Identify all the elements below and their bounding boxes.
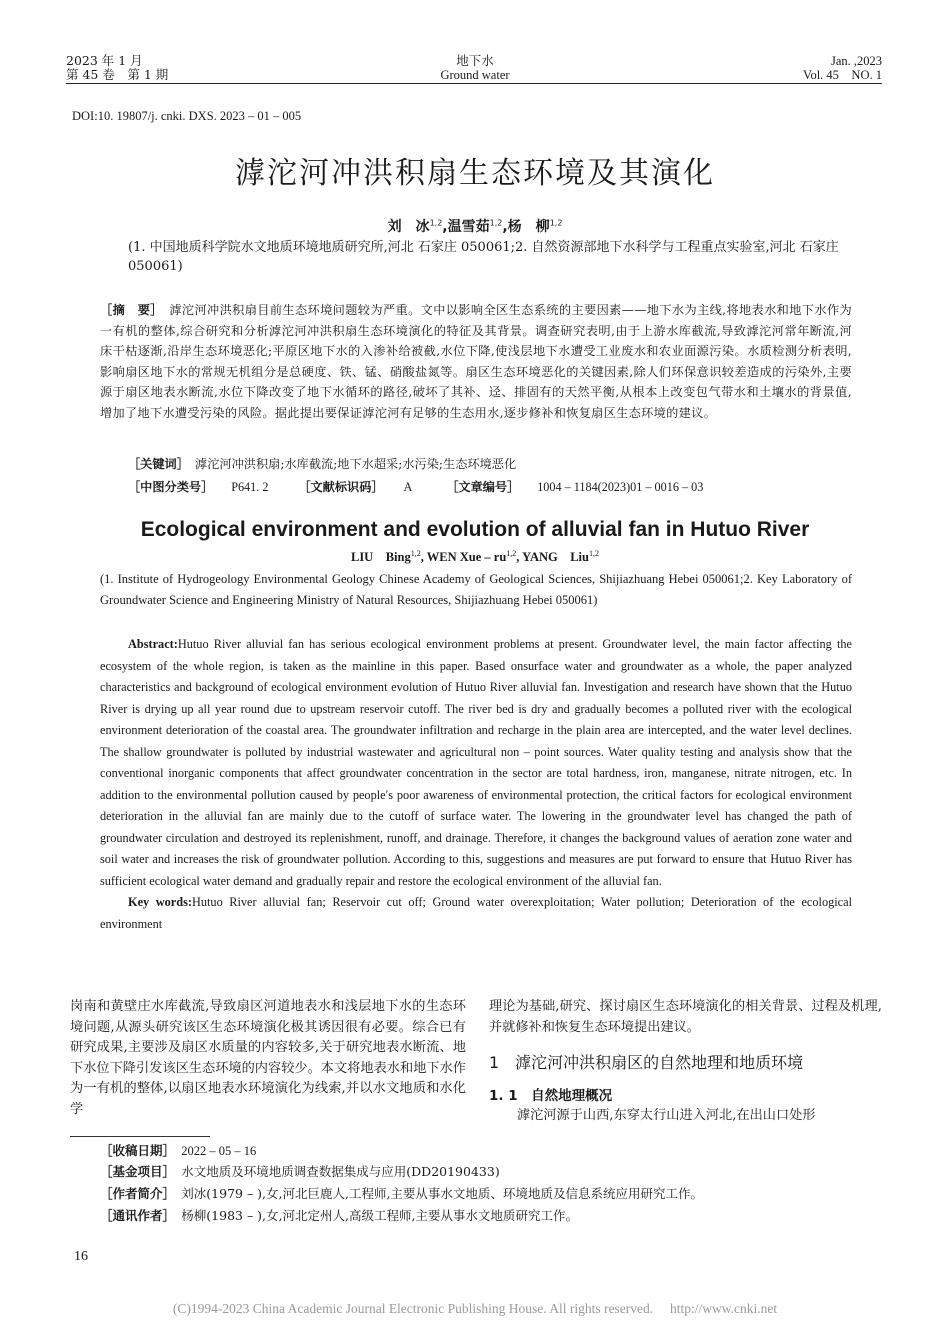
author-name: 刘 冰 [387,219,430,235]
paper-title-cn: 滹沱河冲洪积扇生态环境及其演化 [235,156,715,191]
keywords-label-cn: ［关键词］ [128,457,183,471]
article-no-label: ［文章编号］ [446,480,520,494]
classification-line [128,478,852,495]
abstract-cn [100,300,852,423]
authors-en [0,547,950,565]
journal-name-en: Ground water [440,68,510,82]
section-heading-1: 1 滹沱河冲洪积扇区的自然地理和地质环境 [489,1053,804,1072]
abstract-en [100,634,852,935]
abstract-label-cn: ［摘 要］ [100,303,157,317]
author-affil-mark: 1,2 [489,218,503,228]
author-affil-mark: 1,2 [549,218,563,228]
footnote-text: 杨柳(1983 – ),女,河北定州人,高级工程师,主要从事水文地质研究工作。 [181,1208,578,1223]
footnote-label: ［基金项目］ [100,1164,169,1179]
journal-name-cn: 地下水 [456,53,494,68]
footnote-author [100,1184,860,1204]
abstract-label-en: Abstract: [128,637,178,651]
author-affil-mark: 1,2 [410,548,421,558]
abstract-text-cn: 滹沱河冲洪积扇目前生态环境问题较为严重。文中以影响全区生态系统的主要因素——地下水为主线,将地表水和地下水作为一有机的整体,综合研究和分析滹沱河冲洪积扇生态环境演化的特征及其背景。调查研究表明,由于上游水库截流,导致滹沱河常年断流,河床干枯逐渐,沿岸生态环境恶化;平原区地下水的入渗补给被截,水位下降,使浅层地下水遭受工业废水和农业面源污染。水质检测分析表明,影响扇区地下水的常规无机组分是总硬度、铁、锰、硝酸盐氮等。扇区生态环境恶化的关键因素,除人们环保意识较差造成的污染外,主要源于扇区地表水断流,水位下降改变了地下水循环的路径,破坏了其补、迳、排固有的天然平衡,从根本上改变包气带水和土壤水的背景值,增加了地下水遭受污染的风险。据此提出要保证滹沱河有足够的生态用水,逐步修补和恢复扇区生态环境的建议。 [100,303,852,420]
footnote-corresponding [100,1206,860,1226]
authors-cn [0,216,950,236]
footnote-received [100,1141,860,1161]
author-affil-mark: 1,2 [506,548,517,558]
keywords-label-en: Key words: [128,895,192,909]
copyright-notice: (C)1994-2023 China Academic Journal Electronic Publishing House. All rights reserved. http://www.cnki.net [172,1301,778,1316]
keywords-text-cn: 滹沱河冲洪积扇;水库截流;地下水超采;水污染;生态环境恶化 [195,457,517,471]
footnote-label: ［作者简介］ [100,1186,169,1201]
header-divider [66,83,882,84]
header-date: 2023 年 1 月 [66,53,143,68]
doc-code-label: ［文献标识码］ [298,480,384,494]
footnote-label: ［收稿日期］ [100,1143,169,1158]
body-right-column-top: 理论为基础,研究、探讨扇区生态环境演化的相关背景、过程及机理,并就修补和恢复生态环境提出建议。 [489,999,882,1035]
footnote-text: 水文地质及环境地质调查数据集成与应用(DD20190433) [181,1164,500,1179]
paper-title-en: Ecological environment and evolution of alluvial fan in Hutuo River [140,518,810,541]
clc-value: P641. 2 [231,480,269,494]
footnote-divider [70,1136,210,1137]
author-name-en: , YANG Liu [516,550,589,564]
header-volume: 第 45 卷 第 1 期 [66,67,169,82]
author-name-en: , WEN Xue – ru [420,550,507,564]
clc-label: ［中图分类号］ [128,480,214,494]
doi: DOI:10. 19807/j. cnki. DXS. 2023 – 01 – 005 [72,109,302,123]
section-1-1-paragraph: 滹沱河源于山西,东穿太行山进入河北,在出山口处形 [517,1108,816,1123]
footnote-text: 刘冰(1979 – ),女,河北巨鹿人,工程师,主要从事水文地质、环境地质及信息系统应用研究工作。 [181,1186,703,1201]
keywords-text-en: Hutuo River alluvial fan; Reservoir cut off; Ground water overexploitation; Water pollution; Deterioration of the ecological environment [100,895,853,931]
author-name: ,温雪茹 [442,219,490,235]
author-name-en: LIU Bing [350,550,411,564]
author-affil-mark: 1,2 [429,218,443,228]
author-name: ,杨 柳 [502,219,550,235]
article-no-value: 1004 – 1184(2023)01 – 0016 – 03 [537,480,704,494]
footnote-fund [100,1162,860,1182]
body-left-column: 岗南和黄壁庄水库截流,导致扇区河道地表水和浅层地下水的生态环境问题,从源头研究该区生态环境演化极其诱因很有必要。综合已有研究成果,主要涉及扇区水质量的内容较多,关于研究地表水断流、地下水位下降引发该区生态环境的内容较少。本文将地表水和地下水作为一有机的整体,以扇区地表水环境演化为线索,并以水文地质和水化学 [70,999,466,1117]
footnote-label: ［通讯作者］ [100,1208,169,1223]
keywords-en [100,892,852,935]
header-right [803,54,882,82]
header-left [66,54,168,82]
keywords-cn [128,455,852,472]
affiliation-en: (1. Institute of Hydrogeology Environmental Geology Chinese Academy of Geological Sciences, Shijiazhuang Hebei 050061;2. Key Laboratory of Groundwater Science and Engineering Ministry of Natural Resources, Shijiazhuang Hebei 050061) [100,572,852,607]
author-affil-mark: 1,2 [589,548,599,558]
doc-code-value: A [403,480,413,494]
affiliation-cn: (1. 中国地质科学院水文地质环境地质研究所,河北 石家庄 050061;2. 自然资源部地下水科学与工程重点实验室,河北 石家庄 050061) [128,240,839,274]
section-heading-1-1: 1. 1 自然地理概况 [489,1088,613,1104]
page-number: 16 [74,1249,88,1264]
footnote-text: 2022 – 05 – 16 [181,1144,257,1158]
abstract-text-en: Hutuo River alluvial fan has serious ecological environment problems at present. Groundwater level, the main factor affecting the ecosystem of the whole region, is taken as the mainline in this paper. Based onsurface water and groundwater as a whole, the paper analyzed characteristics and background of ecological environment evolution of Hutuo River alluvial fan. Investigation and research have shown that the Hutuo River is drying up all year round due to upstream reservoir cutoff. The river bed is dry and gradually becomes a polluted river with the ecological environment deterioration of the coastal area. The groundwater infiltration and recharge in the plain area are intercepted, and the water level declines. The shallow groundwater is polluted by industrial wastewater and agricultural non – point sources. Water quality testing and analysis show that the conventional inorganic components that affect groundwater concentration in the sector are total hardness, iron, manganese, nitrate nitrogen, etc. In addition to the environmental pollution caused by people′s poor awareness of environmental protection, the critical factors for ecological environment deterioration in the alluvial fan are mainly due to the cutoff of surface water. The lowering in the groundwater level has changed the path of groundwater circulation and destroyed its replenishment, runoff, and drainage. Therefore, it changes the background values of aeration zone water and soil water and increases the risk of groundwater pollution. According to this, suggestions and measures are put forward to ensure that Hutuo River has sufficient ecological water demand and gradually repair and restore the ecological environment of the alluvial fan. [100,637,852,888]
header-volume-en: Vol. 45 NO. 1 [803,68,882,82]
header-date-en: Jan. ,2023 [830,54,882,68]
header-center [375,54,575,82]
